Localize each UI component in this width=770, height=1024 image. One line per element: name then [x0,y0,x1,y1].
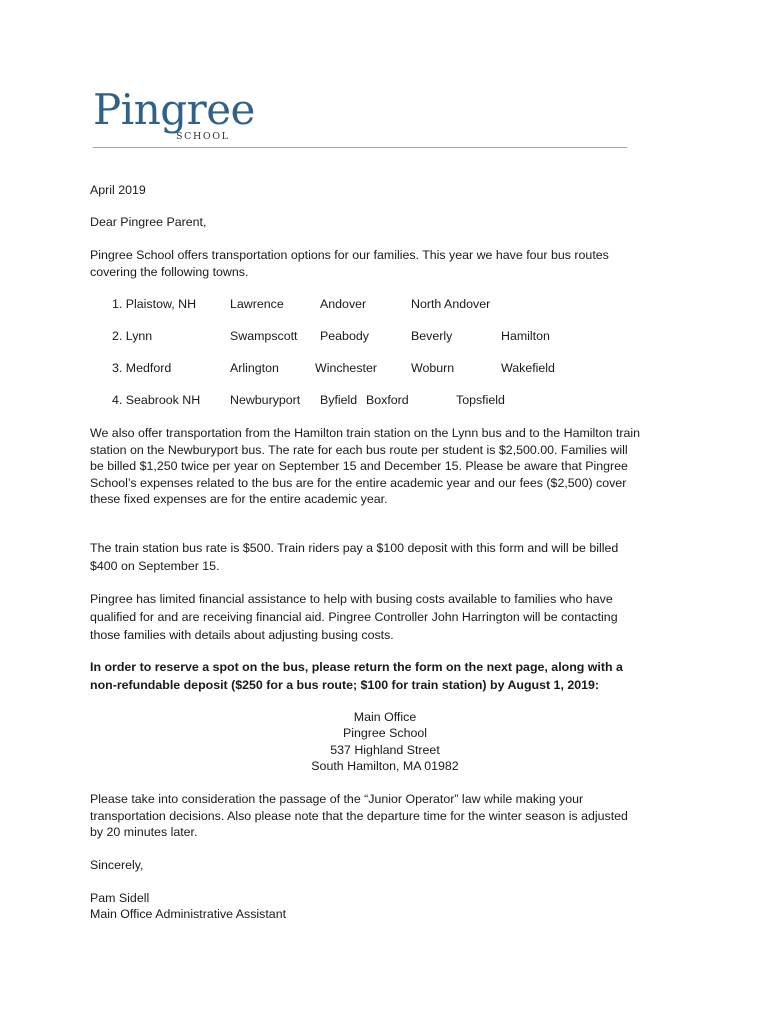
mailing-address [200,709,570,775]
train-line: these fixed expenses are for the entire academic year. [90,492,388,506]
pingree-school-logo [93,85,255,142]
route-town: Woburn [411,361,455,375]
train-line: We also offer transportation from the Hamilton train station on the Lynn bus and to the Hamilton train [90,426,641,440]
train-line: be billed $1,250 twice per year on September 15 and December 15. Please be aware that Pingree [90,459,628,473]
route-town: Arlington [230,361,279,375]
intro-line: Pingree School offers transportation options for our families. This year we have four bus routes [90,248,609,262]
reserve-line: In order to reserve a spot on the bus, please return the form on the next page, along with a [90,660,623,674]
route-town: Hamilton [501,329,550,343]
route-town: Wakefield [501,361,555,375]
address-line: Main Office [353,710,417,724]
route-number: 4. Seabrook NH [112,393,201,407]
rate-paragraph [90,539,690,575]
junior-line: by 20 minutes later. [90,825,198,839]
reserve-line: non-refundable deposit ($250 for a bus route; $100 for train station) by August 1, 2019: [90,678,600,692]
address-line: South Hamilton, MA 01982 [311,759,459,774]
letter-date: April 2019 [90,183,146,197]
salutation: Dear Pingree Parent, [90,215,207,229]
aid-line: those families with details about adjusting busing costs. [90,628,394,642]
logo-subtitle: SCHOOL [176,131,230,142]
reserve-instructions [90,658,690,694]
junior-line: Please take into consideration the passage of the “Junior Operator” law while making your [90,792,584,806]
address-line: 537 Highland Street [330,742,440,757]
header-divider [93,147,627,148]
intro-line: covering the following towns. [90,264,249,279]
route-town: Swampscott [230,329,298,343]
route-number: 1. Plaistow, NH [112,297,197,311]
route-town: Newburyport [230,393,301,407]
route-number: 2. Lynn [112,329,153,343]
train-line: School’s expenses related to the bus are for the entire academic year and our fees ($2,500) cover [90,475,627,490]
route-town: Byfield [320,393,358,407]
closing: Sincerely, [90,858,144,872]
aid-line: qualified for and are receiving financial aid. Pingree Controller John Harrington will be contacting [90,610,618,624]
route-town: Boxford [366,393,409,407]
signer-title: Main Office Administrative Assistant [90,907,287,921]
aid-paragraph [90,590,690,644]
rate-line: $400 on September 15. [90,559,220,573]
route-town: Beverly [411,329,453,343]
aid-line: Pingree has limited financial assistance to help with busing costs available to families who have [90,592,613,606]
route-number: 3. Medford [112,361,172,375]
logo-wordmark: Pingree [93,85,255,134]
route-town: North Andover [411,297,491,311]
signer-name: Pam Sidell [90,891,150,905]
train-line: station on the Newburyport bus. The rate for each bus route per student is $2,500.00. Families will [90,442,628,457]
route-town: Andover [320,297,367,311]
route-town: Winchester [315,361,377,375]
intro-paragraph [90,247,690,280]
route-town: Peabody [320,329,369,343]
rate-line: The train station bus rate is $500. Train riders pay a $100 deposit with this form and will be billed [90,541,619,555]
route-town: Topsfield [456,393,505,407]
junior-line: transportation decisions. Also please note that the departure time for the winter season is adjusted [90,808,628,823]
route-town: Lawrence [230,297,284,311]
junior-operator-paragraph [90,791,690,841]
train-paragraph [90,425,690,508]
address-line: Pingree School [342,726,428,741]
